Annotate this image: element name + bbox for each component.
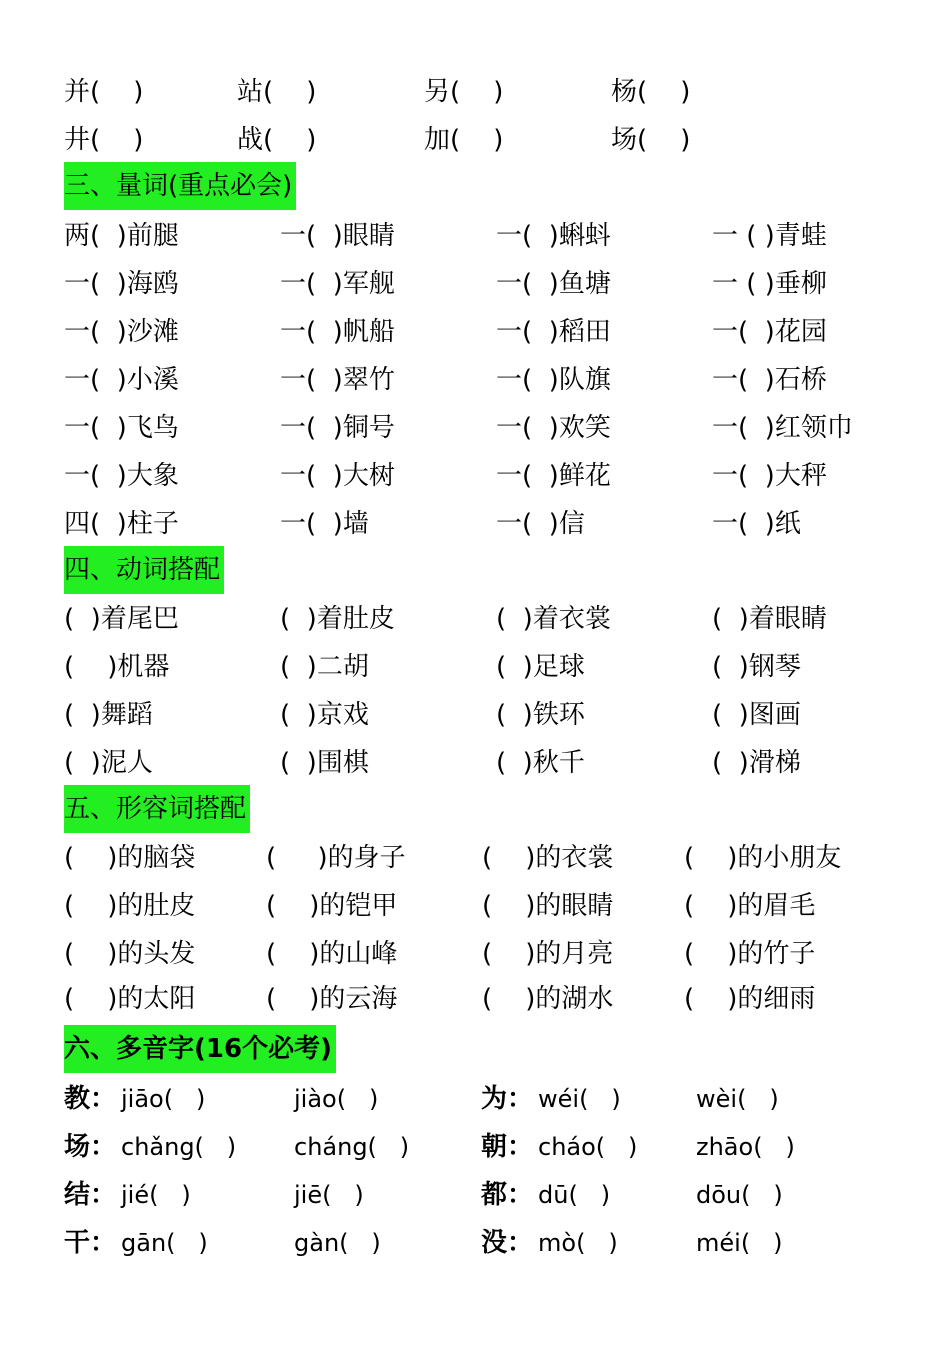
char-blank: 并( ) (64, 77, 144, 107)
verb-pair-item: ( )泥人 (64, 748, 153, 778)
colon: ： (90, 1228, 117, 1258)
verb-pair-item: ( )图画 (712, 700, 801, 730)
pinyin-blank: méi( ) (696, 1229, 783, 1257)
char-blank: 井( ) (64, 125, 144, 155)
adjective-pair-item: ( )的太阳 (64, 984, 196, 1014)
char-blank: 场( ) (611, 125, 691, 155)
pinyin-blank: wéi( ) (538, 1085, 621, 1113)
colon: ： (507, 1228, 534, 1258)
measure-word-item: 一( )石桥 (712, 365, 827, 395)
section-heading-verbs: 四、动词搭配 (64, 546, 224, 594)
verb-pair-item: ( )着眼睛 (712, 604, 827, 634)
measure-word-item: 一( )大秤 (712, 461, 827, 491)
section-heading-measure-words: 三、量词(重点必会) (64, 162, 296, 210)
pinyin-blank: jiāo( ) (121, 1085, 206, 1113)
pinyin-blank: wèi( ) (696, 1085, 779, 1113)
adjective-pair-item: ( )的眼睛 (482, 891, 614, 921)
char-blank: 杨( ) (611, 77, 691, 107)
measure-word-item: 一( )墙 (280, 509, 369, 539)
colon: ： (507, 1132, 534, 1162)
verb-pair-item: ( )机器 (64, 652, 170, 682)
pinyin-blank: gàn( ) (294, 1229, 381, 1257)
verb-pair-item: ( )京戏 (280, 700, 369, 730)
exercise-row (0, 692, 950, 738)
exercise-row (0, 309, 950, 355)
polyphone-char: 干 (64, 1228, 91, 1258)
adjective-pair-item: ( )的眉毛 (684, 891, 816, 921)
exercise-row (0, 453, 950, 499)
measure-word-item: 一( )眼睛 (280, 221, 395, 251)
char-blank: 加( ) (424, 125, 504, 155)
verb-pair-item: ( )着尾巴 (64, 604, 179, 634)
measure-word-item: 一( )小溪 (64, 365, 179, 395)
verb-pair-item: ( )围棋 (280, 748, 369, 778)
exercise-row (0, 357, 950, 403)
measure-word-item: 一( )鱼塘 (496, 269, 611, 299)
exercise-row (0, 1076, 950, 1122)
exercise-row (0, 931, 950, 977)
verb-pair-item: ( )二胡 (280, 652, 369, 682)
pinyin-blank: gān( ) (121, 1229, 208, 1257)
polyphone-char: 结 (64, 1180, 91, 1210)
colon: ： (90, 1132, 117, 1162)
measure-word-item: 一( )蝌蚪 (496, 221, 611, 251)
polyphone-char: 教 (64, 1084, 91, 1114)
adjective-pair-item: ( )的小朋友 (684, 843, 842, 873)
verb-pair-item: ( )滑梯 (712, 748, 801, 778)
polyphone-char: 没 (481, 1228, 508, 1258)
adjective-pair-item: ( )的身子 (266, 843, 406, 873)
polyphone-char: 为 (481, 1084, 508, 1114)
adjective-pair-item: ( )的衣裳 (482, 843, 614, 873)
exercise-row (0, 213, 950, 259)
verb-pair-item: ( )着衣裳 (496, 604, 611, 634)
exercise-row (0, 1220, 950, 1266)
section-heading-polyphones: 六、多音字(16个必考) (64, 1025, 336, 1073)
pinyin-blank: cháng( ) (294, 1133, 410, 1161)
adjective-pair-item: ( )的细雨 (684, 984, 816, 1014)
pinyin-blank: zhāo( ) (696, 1133, 795, 1161)
measure-word-item: 一( )铜号 (280, 413, 395, 443)
adjective-pair-item: ( )的云海 (266, 984, 398, 1014)
pinyin-blank: mò( ) (538, 1229, 618, 1257)
measure-word-item: 一( )鲜花 (496, 461, 611, 491)
measure-word-item: 一( )欢笑 (496, 413, 611, 443)
measure-word-item: 一( )红领巾 (712, 413, 853, 443)
measure-word-item: 一 ( )青蛙 (712, 221, 827, 251)
exercise-row (0, 835, 950, 881)
adjective-pair-item: ( )的湖水 (482, 984, 614, 1014)
exercise-row (0, 644, 950, 690)
exercise-row (0, 596, 950, 642)
measure-word-item: 一( )军舰 (280, 269, 395, 299)
exercise-row (0, 883, 950, 929)
pinyin-blank: chǎng( ) (121, 1133, 237, 1161)
measure-word-item: 一( )花园 (712, 317, 827, 347)
measure-word-item: 一( )纸 (712, 509, 801, 539)
adjective-pair-item: ( )的肚皮 (64, 891, 196, 921)
adjective-pair-item: ( )的头发 (64, 939, 196, 969)
pinyin-blank: dū( ) (538, 1181, 611, 1209)
char-blank: 战( ) (237, 125, 317, 155)
pinyin-blank: cháo( ) (538, 1133, 638, 1161)
exercise-row (0, 405, 950, 451)
polyphone-char: 场 (64, 1132, 91, 1162)
verb-pair-item: ( )足球 (496, 652, 585, 682)
adjective-pair-item: ( )的山峰 (266, 939, 398, 969)
measure-word-item: 一( )帆船 (280, 317, 395, 347)
adjective-pair-item: ( )的月亮 (482, 939, 614, 969)
exercise-row (0, 976, 950, 1022)
colon: ： (90, 1180, 117, 1210)
pinyin-blank: jiào( ) (294, 1085, 379, 1113)
measure-word-item: 四( )柱子 (64, 509, 179, 539)
verb-pair-item: ( )铁环 (496, 700, 585, 730)
exercise-row (0, 740, 950, 786)
polyphone-char: 都 (481, 1180, 508, 1210)
measure-word-item: 一( )稻田 (496, 317, 611, 347)
char-pair-row (0, 117, 950, 163)
section-heading-adjectives: 五、形容词搭配 (64, 785, 250, 833)
pinyin-blank: dōu( ) (696, 1181, 783, 1209)
verb-pair-item: ( )钢琴 (712, 652, 801, 682)
verb-pair-item: ( )舞蹈 (64, 700, 153, 730)
exercise-row (0, 1124, 950, 1170)
adjective-pair-item: ( )的脑袋 (64, 843, 196, 873)
char-blank: 另( ) (424, 77, 504, 107)
char-blank: 站( ) (237, 77, 317, 107)
measure-word-item: 一( )队旗 (496, 365, 611, 395)
verb-pair-item: ( )秋千 (496, 748, 585, 778)
exercise-row (0, 261, 950, 307)
pinyin-blank: jiē( ) (294, 1181, 364, 1209)
measure-word-item: 一( )飞鸟 (64, 413, 179, 443)
colon: ： (507, 1084, 534, 1114)
measure-word-item: 一( )信 (496, 509, 585, 539)
polyphone-char: 朝 (481, 1132, 508, 1162)
pinyin-blank: jié( ) (121, 1181, 191, 1209)
exercise-row (0, 501, 950, 547)
char-pair-row (0, 69, 950, 115)
exercise-row (0, 1172, 950, 1218)
measure-word-item: 一( )大树 (280, 461, 395, 491)
measure-word-item: 一( )沙滩 (64, 317, 179, 347)
measure-word-item: 一( )翠竹 (280, 365, 395, 395)
measure-word-item: 一( )大象 (64, 461, 179, 491)
adjective-pair-item: ( )的竹子 (684, 939, 816, 969)
colon: ： (507, 1180, 534, 1210)
measure-word-item: 一( )海鸥 (64, 269, 179, 299)
adjective-pair-item: ( )的铠甲 (266, 891, 398, 921)
measure-word-item: 一 ( )垂柳 (712, 269, 827, 299)
measure-word-item: 两( )前腿 (64, 221, 179, 251)
verb-pair-item: ( )着肚皮 (280, 604, 395, 634)
colon: ： (90, 1084, 117, 1114)
